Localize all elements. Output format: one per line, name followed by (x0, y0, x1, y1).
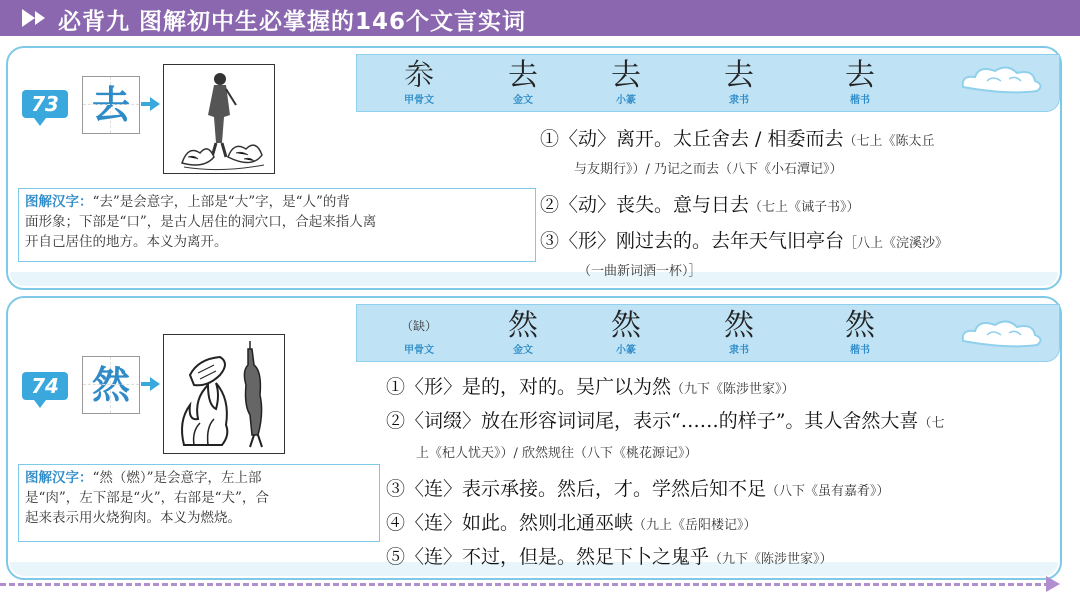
main-character: 去 (91, 82, 130, 127)
play-arrow-icon (35, 11, 45, 25)
script-glyph-jiaguwen: （缺） 甲骨文 (400, 319, 437, 356)
cloud-icon (957, 61, 1047, 97)
explanation-line: 是“肉”，左下部是“火”，右部是“犬”，合 (25, 490, 269, 506)
play-arrow-icon (22, 9, 35, 27)
page-title: 必背九 图解初中生必掌握的146个文言实词 (58, 9, 527, 35)
script-glyph-xiaozhuan: 去 小篆 (611, 58, 641, 106)
script-glyph-jinwen: 然 金文 (508, 308, 538, 356)
explanation-box (18, 464, 380, 542)
definition-line: （一曲新词酒一杯）］ (578, 264, 702, 279)
definition-line: ④〈连〉如此。然则北通巫峡（九上《岳阳楼记》） (386, 512, 757, 534)
explanation-line: 面形象；下部是“口”，是古人居住的洞穴口，合起来指人离 (25, 214, 377, 230)
script-glyph-lishu: 然 隶书 (724, 308, 754, 356)
fire-burning-dog-meat-icon (164, 335, 284, 453)
arrow-right-icon (1046, 576, 1060, 592)
header-bar (0, 0, 1080, 36)
script-glyph-lishu: 去 隶书 (724, 58, 754, 106)
character-box (82, 356, 140, 414)
script-glyph-kaishu: 然 楷书 (845, 308, 875, 356)
entry-number-badge: 73 (22, 90, 68, 118)
dashed-divider (0, 583, 1050, 586)
arrow-icon (150, 377, 160, 391)
definition-line: 上《杞人忧天》）/ 欣然规往（八下《桃花源记》） (416, 446, 698, 461)
explanation-line: 起来表示用火烧狗肉。本义为燃烧。 (25, 510, 241, 526)
definition-line: ③〈连〉表示承接。然后，才。学然后知不足（八下《虽有嘉肴》） (386, 478, 890, 500)
definition-line: ⑤〈连〉不过，但是。然足下卜之鬼乎（九下《陈涉世家》） (386, 546, 833, 568)
arrow-icon (150, 97, 160, 111)
script-glyph-xiaozhuan: 然 小篆 (611, 308, 641, 356)
script-strip (356, 304, 1060, 362)
explanation-label: 图解汉字： (25, 194, 93, 210)
definition-line: 与友期行》）/ 乃记之而去（八下《小石潭记》） (574, 162, 843, 177)
script-glyph-kaishu: 去 楷书 (845, 58, 875, 106)
character-box (82, 76, 140, 134)
definition-line: ③〈形〉刚过去的。去年天气旧亭台［八上《浣溪沙》 (540, 230, 949, 252)
explanation-line: 图解汉字：“然（燃）”是会意字，左上部 (25, 470, 262, 486)
definition-line: ①〈动〉离开。太丘舍去 / 相委而去（七上《陈太丘 (540, 128, 935, 150)
definition-line: ②〈动〉丧失。意与日去（七上《诫子书》） (540, 194, 860, 216)
script-glyph-jiaguwen: 𠫭 甲骨文 (404, 58, 434, 106)
explanation-line: 开自己居住的地方。本义为离开。 (25, 234, 228, 250)
illustration (163, 64, 275, 174)
illustration (163, 334, 285, 454)
script-glyph-jinwen: 去 金文 (508, 58, 538, 106)
definition-line: ①〈形〉是的，对的。吴广以为然（九下《陈涉世家》） (386, 376, 795, 398)
script-strip (356, 54, 1060, 112)
explanation-label: 图解汉字： (25, 470, 93, 486)
woman-leaving-cave-icon (164, 65, 274, 173)
explanation-line: 图解汉字：“去”是会意字，上部是“大”字，是“人”的背 (25, 194, 350, 210)
entry-number-badge: 74 (22, 372, 68, 400)
main-character: 然 (91, 362, 130, 407)
definition-line: ②〈词缀〉放在形容词词尾，表示“……的样子”。其人舍然大喜（七 (386, 410, 945, 432)
cloud-icon (957, 315, 1047, 351)
explanation-box (18, 188, 536, 262)
